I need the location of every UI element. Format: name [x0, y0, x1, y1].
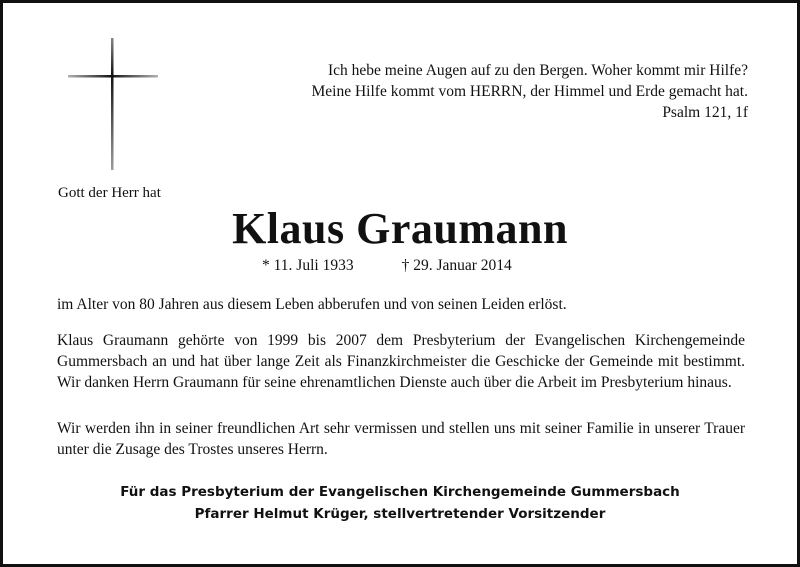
deceased-name: Klaus Graumann [232, 204, 568, 253]
birth-date: * 11. Juli 1933 [262, 257, 354, 274]
paragraph-1: im Alter von 80 Jahren aus diesem Leben abberufen und von seinen Leiden erlöst. [57, 296, 567, 313]
verse-line-1: Ich hebe meine Augen auf zu den Bergen. Woher kommt mir Hilfe? [328, 62, 748, 79]
signature-line-2: Pfarrer Helmut Krüger, stellvertretender Vorsitzender [194, 506, 606, 522]
intro-text: Gott der Herr hat [58, 185, 161, 201]
death-date: † 29. Januar 2014 [401, 257, 512, 274]
signature-block [0, 481, 800, 525]
paragraph-2: Klaus Graumann gehörte von 1999 bis 2007 dem Presbyterium der Evangelischen Kirchengemeinde Gummersbach an und hat über lange Zeit als Finanzkirchmeister die Geschicke der Gemeinde mit bestimmt. Wir danken Herrn Graumann für seine ehrenamtlichen Dienste auch über die Arbeit im Presbyterium hinaus. [57, 332, 745, 391]
cross-icon [68, 38, 158, 170]
verse-line-2: Meine Hilfe kommt vom HERRN, der Himmel und Erde gemacht hat. [311, 83, 748, 100]
paragraph-3: Wir werden ihn in seiner freundlichen Art sehr vermissen und stellen uns mit seiner Familie in unserer Trauer unter die Zusage des Trostes unseres Herrn. [57, 420, 745, 458]
psalm-verse [228, 60, 748, 123]
verse-reference: Psalm 121, 1f [662, 104, 748, 121]
life-dates [262, 257, 512, 275]
signature-line-1: Für das Presbyterium der Evangelischen Kirchengemeinde Gummersbach [120, 484, 680, 500]
